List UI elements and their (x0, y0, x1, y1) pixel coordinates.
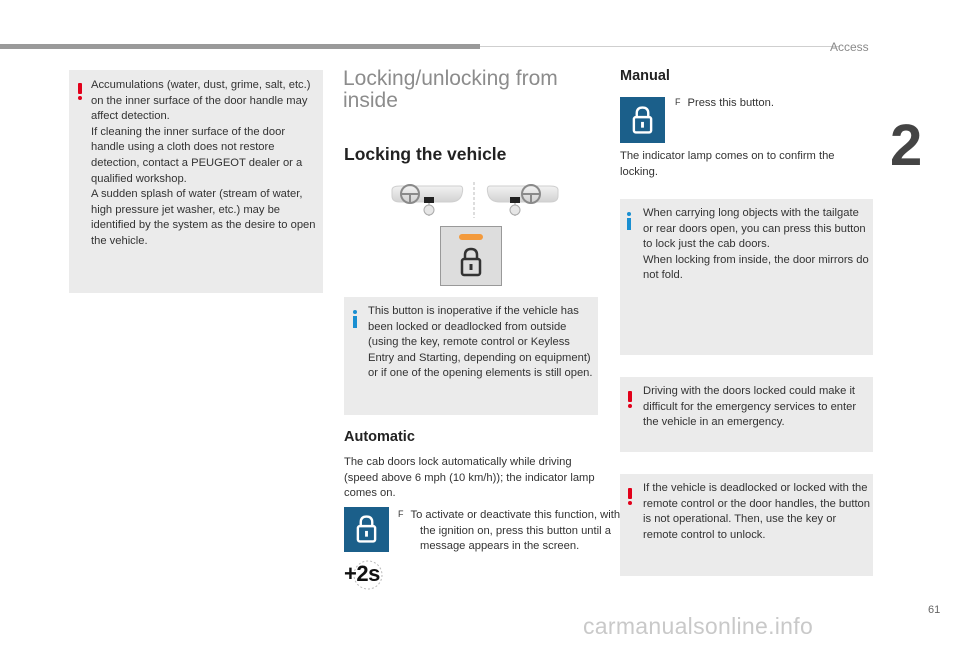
right-warning-text-1: Driving with the doors locked could make it difficult for the emergency services to enter the vehicle in an emergency. (643, 385, 857, 429)
warning-icon (628, 488, 633, 505)
middle-info-text: This button is inoperative if the vehicle has been locked or deadlocked from outside (using the key, remote control or Keyless Entry and Starting, depending on equipment) or if one of the opening elements is still open. (368, 305, 593, 380)
bullet-mark: F (675, 97, 681, 107)
right-info-box (620, 199, 873, 355)
door-lock-illustration (390, 180, 560, 220)
indicator-lamp (459, 234, 483, 240)
right-info-text: When carrying long objects with the tailgate or rear doors open, you can press this button to lock just the cab doors. When locking from inside, the door mirrors do not fold. (643, 207, 869, 282)
automatic-bullet-text: To activate or deactivate this function, with the ignition on, press this button until a message appears in the screen. (410, 509, 621, 553)
bullet-mark: F (398, 509, 404, 519)
left-warning-text: Accumulations (water, dust, grime, salt, etc.) on the inner surface of the door handle may affect detection. If cleaning the inner surface of the door handle using a cloth does not restore detection, contact a PEUGEOT dealer or a qualified workshop. A sudden splash of water (stream of water, high pressure jet washer, etc.) may be identified by the system as the desire to open the vehicle. (91, 79, 316, 247)
right-warning-box-1 (620, 377, 873, 452)
heading-locking-vehicle: Locking the vehicle (344, 144, 507, 164)
section-name: Access (830, 40, 869, 54)
right-warning-box-2 (620, 474, 873, 576)
warning-icon (628, 391, 633, 408)
padlock-icon (459, 247, 483, 277)
automatic-text: The cab doors lock automatically while driving (speed above 6 mph (10 km/h)); the indicator lamp comes on. (344, 456, 595, 500)
left-warning-box (69, 70, 323, 293)
manual-lock-button (620, 97, 665, 143)
hold-label: +2s (344, 561, 380, 586)
automatic-bullet (398, 507, 625, 555)
manual-bullet-text: Press this button. (687, 97, 774, 109)
chapter-number: 2 (890, 113, 923, 178)
indicator-text: The indicator lamp comes on to confirm the locking. (620, 150, 835, 178)
manual-bullet (675, 95, 875, 112)
right-warning-text-2: If the vehicle is deadlocked or locked with the remote control or the door handles, the button is not operational. Then, use the key or remote control to unlock. (643, 482, 871, 541)
automatic-lock-button (344, 507, 389, 552)
info-icon (353, 310, 358, 328)
heading-automatic: Automatic (344, 429, 415, 445)
lock-button-illustration (440, 226, 502, 286)
heading-manual: Manual (620, 68, 670, 84)
header-rule-light (480, 46, 840, 47)
header-rule (0, 44, 480, 49)
hold-duration (344, 559, 390, 589)
page-title: Locking/unlocking from inside (343, 67, 558, 112)
padlock-icon (631, 105, 654, 135)
middle-info-box (344, 297, 598, 415)
page-number: 61 (928, 604, 941, 616)
info-icon (627, 212, 632, 230)
watermark: carmanualsonline.info (583, 613, 814, 639)
warning-icon (78, 83, 83, 100)
padlock-icon (355, 514, 378, 544)
